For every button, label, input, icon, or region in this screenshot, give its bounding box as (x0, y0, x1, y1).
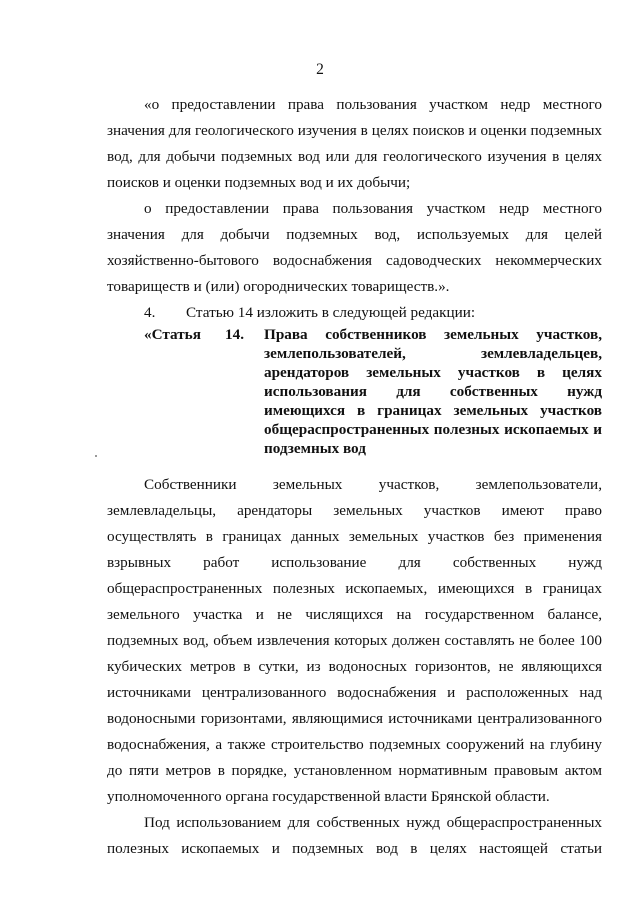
page-number: 2 (316, 61, 324, 78)
paragraph-item-2: о предоставлении права пользования участком недр местного значения для добычи подземных вод, используемых для целей хозяйственно-бытового водоснабжения садоводческих некоммерческих товариществ и (или) огороднических товариществ.». (107, 200, 602, 295)
scan-speck (95, 455, 97, 457)
list-item-number: 4. (144, 304, 156, 321)
paragraph-item-1: «о предоставлении права пользования участком недр местного значения для геологического изучения в целях поисков и оценки подземных вод, для добычи подземных вод или для геологического изучения в целях поисков и оценки подземных вод и их добычи; (107, 96, 602, 191)
article-paragraph-2: Под использованием для собственных нужд общераспространенных полезных ископаемых и подземных вод в целях настоящей статьи (107, 814, 602, 857)
article-label: «Статья 14. (144, 326, 244, 343)
list-item-text: Статью 14 изложить в следующей редакции: (186, 304, 476, 321)
article-paragraph-1: Собственники земельных участков, землепользователи, землевладельцы, арендаторы земельных участков имеют право осуществлять в границах данных земельных участков без применения взрывных работ использование для собственных нужд общераспространенных полезных ископаемых, имеющихся в границах земельного участка и не числящихся на государственном балансе, подземных вод, объем извлечения которых должен составлять не более 100 кубических метров в сутки, из водоносных горизонтов, не являющихся источниками централизованного водоснабжения и расположенных над водоносными горизонтами, являющимися источниками централизованного водоснабжения, а также строительство подземных сооружений на глубину до пяти метров в порядке, установленном нормативным правовым актом уполномоченного органа государственной власти Брянской области. (107, 476, 602, 805)
article-title: Права собственников земельных участков, землепользователей, землевладельцев, арендаторов земельных участков в целях использования для собственных нужд имеющихся в границах земельных участков общераспространенных полезных ископаемых и подземных вод (264, 326, 602, 457)
